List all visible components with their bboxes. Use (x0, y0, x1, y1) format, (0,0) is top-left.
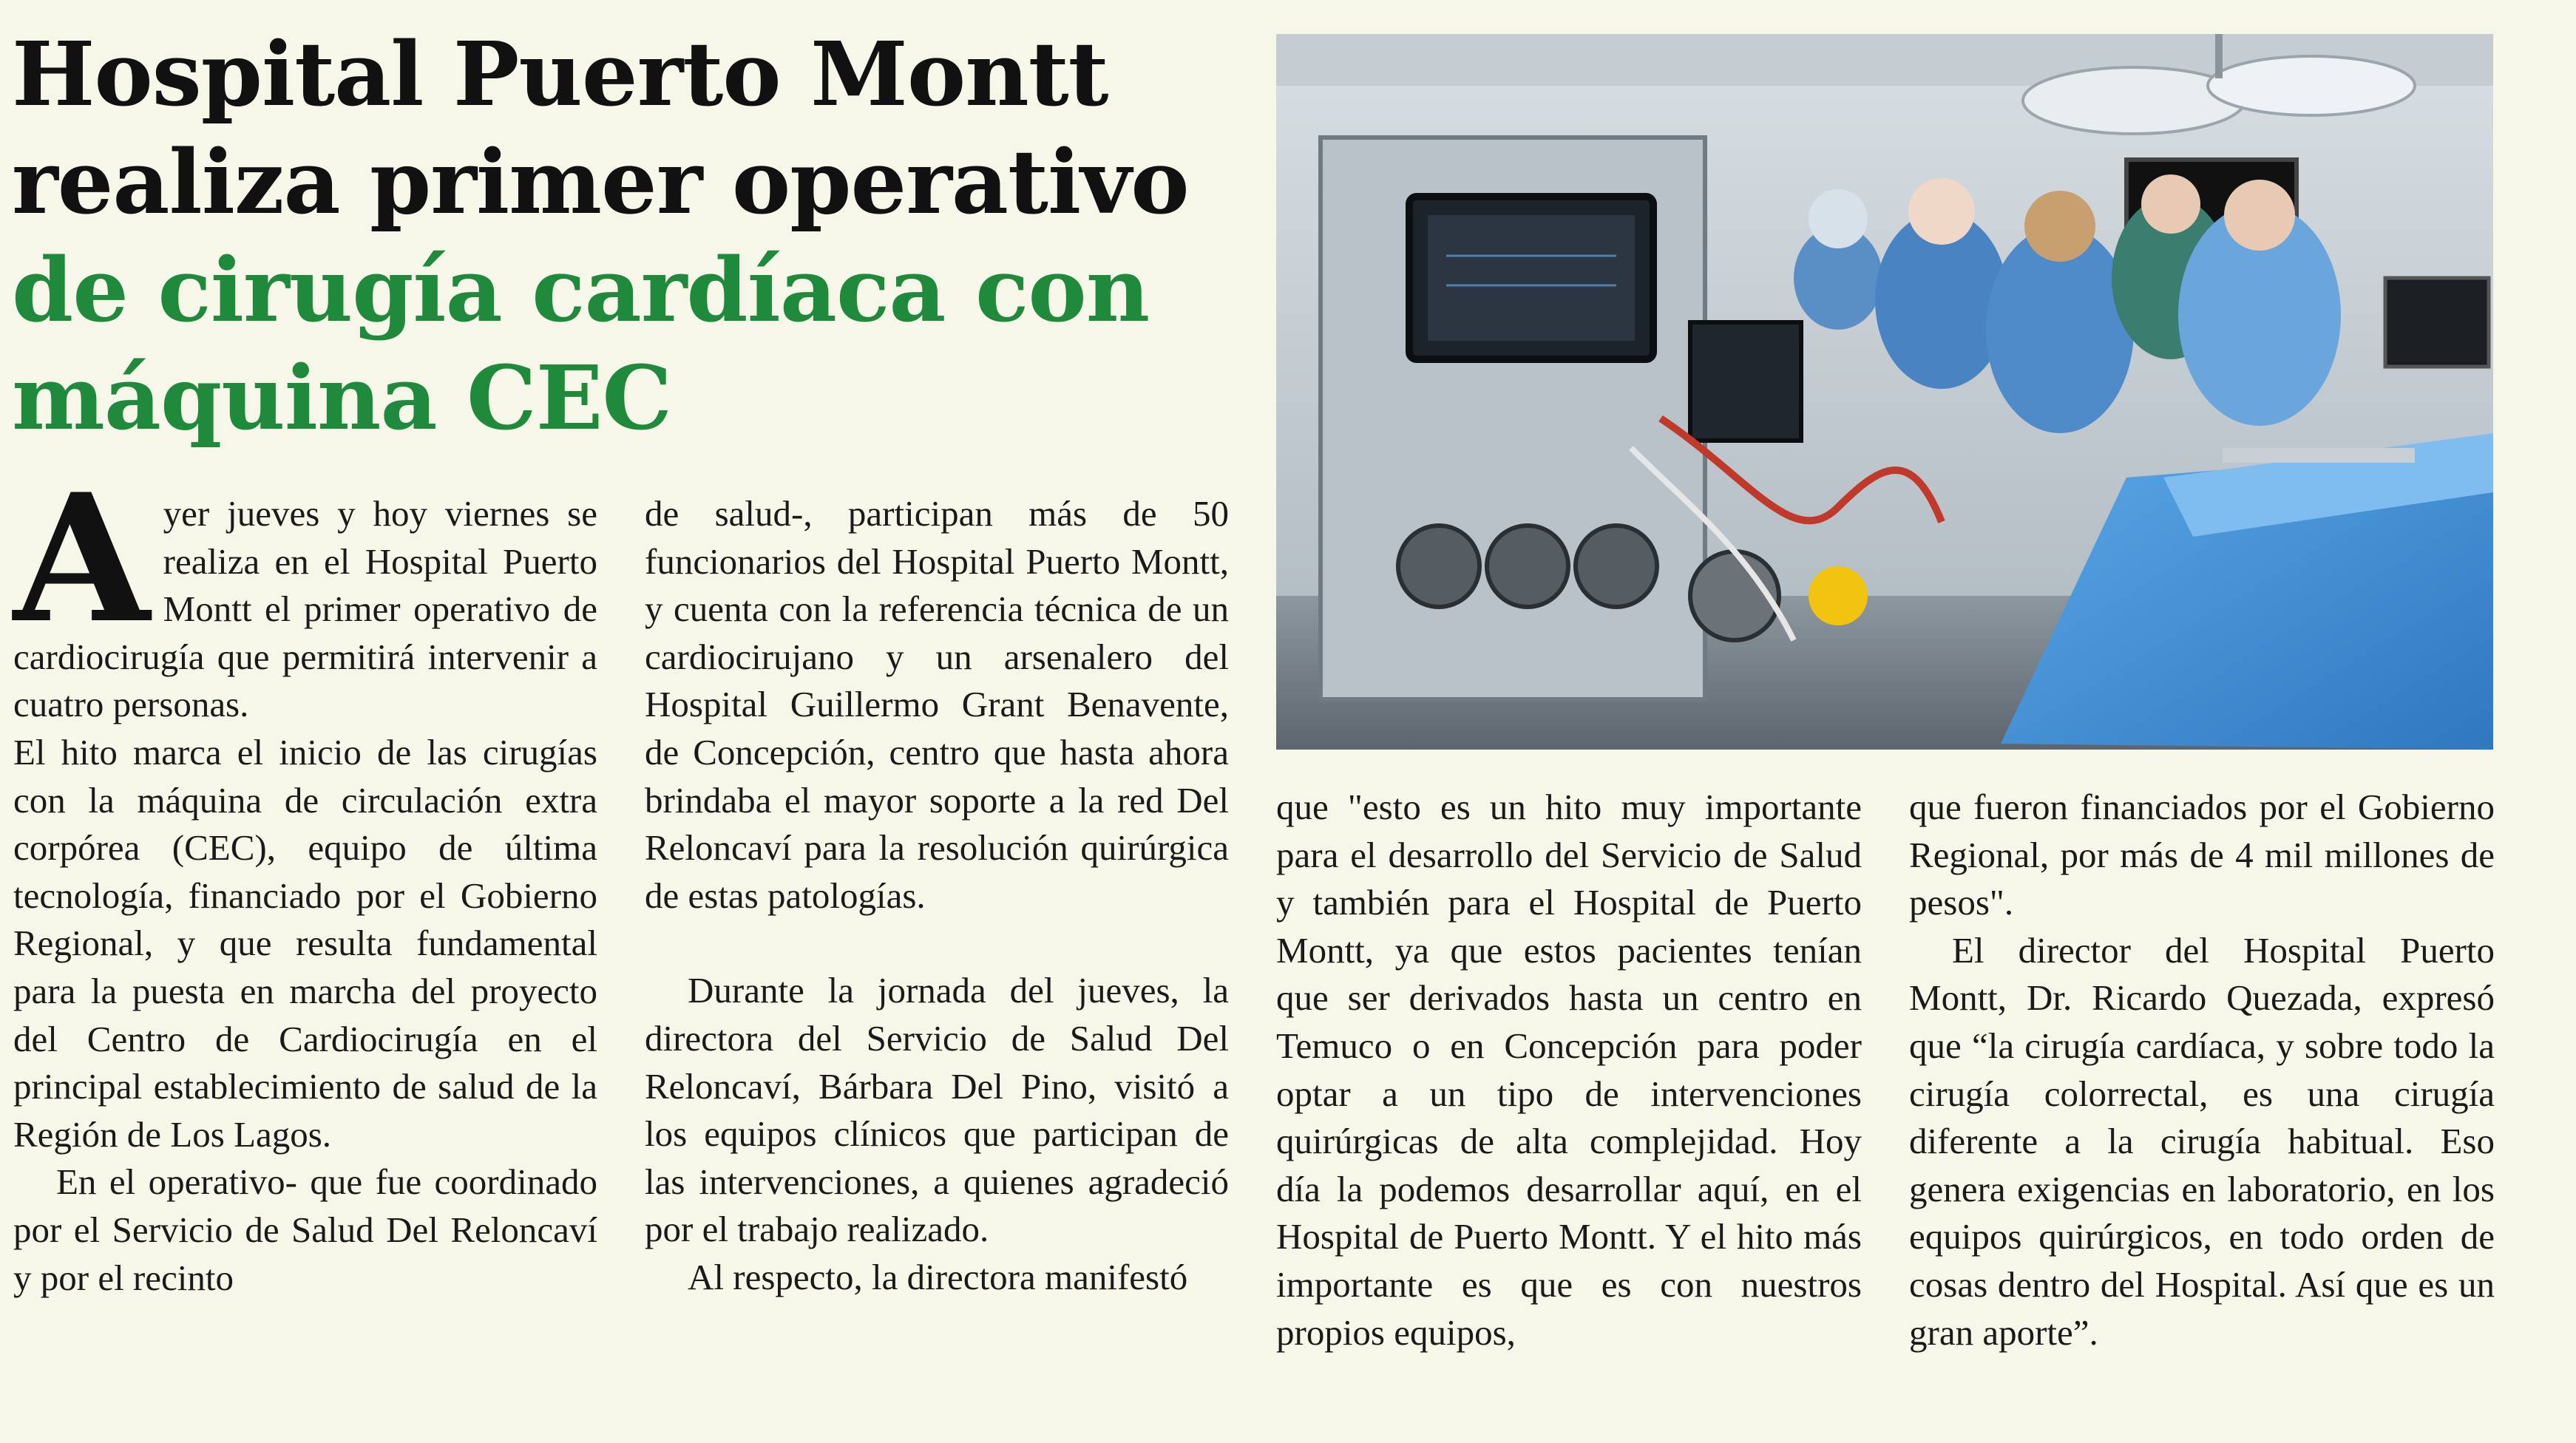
drop-cap: A (13, 456, 150, 662)
headline-line-2: realiza primer operativo (12, 131, 1189, 234)
lead-paragraph-text: yer jueves y hoy viernes se realiza en el Hospital Puerto Montt el primer operativo de cardiocirugía que permitirá intervenir a cuatro personas. (13, 493, 597, 725)
article-paragraph: de salud-, participan más de 50 funcionarios del Hospital Puerto Montt, y cuenta con la referencia técnica de un cardiocirujano y un arsenalero del Hospital Guillermo Grant Benavente, de Concepción, centro que hasta ahora brindaba el mayor soporte a la red Del Reloncaví para la resolución quirúrgica de estas patologías. (645, 493, 1229, 916)
headline-line-1: Hospital Puerto Montt (12, 23, 1108, 126)
operating-room-photo (1276, 34, 2493, 750)
article-column-4 (1909, 784, 2495, 1357)
article-paragraph: En el operativo- que fue coordinado por el Servicio de Salud Del Reloncaví y por el recinto (13, 1161, 597, 1298)
article-paragraph: El hito marca el inicio de las cirugías con la máquina de circulación extra corpórea (CEC), equipo de última tecnología, financiado por el Gobierno Regional, y que resulta fundamental para la puesta en marcha del proyecto del Centro de Cardiocirugía en el principal establecimiento de salud de la Región de Los Lagos. (13, 731, 597, 1155)
article-paragraph: El director del Hospital Puerto Montt, Dr. Ricardo Quezada, expresó que “la cirugía cardíaca, y sobre todo la cirugía colorrectal, es una cirugía diferente a la cirugía habitual. Eso genera exigencias en laboratorio, en los equipos quirúrgicos, en todo orden de cosas dentro del Hospital. Así que es un gran aporte”. (1909, 929, 2495, 1353)
operating-room-illustration (1276, 34, 2493, 750)
article-paragraph: Al respecto, la directora manifestó (688, 1256, 1188, 1297)
article-column-1 (13, 456, 597, 1302)
article-paragraph: Durante la jornada del jueves, la directora del Servicio de Salud Del Reloncaví, Bárbara Del Pino, visitó a los equipos clínicos que participan de las intervenciones, a quienes agradeció por el trabajo realizado. (645, 970, 1229, 1250)
headline-line-3: de cirugía cardíaca con (12, 239, 1150, 342)
article-headline (12, 21, 1239, 452)
article-paragraph: que fueron financiados por el Gobierno Regional, por más de 4 mil millones de pesos". (1909, 787, 2495, 923)
article-paragraph (13, 456, 597, 729)
headline-line-4: máquina CEC (12, 347, 672, 450)
article-column-2 (645, 490, 1229, 1302)
article-column-3 (1276, 784, 1862, 1357)
article-paragraph: que "esto es un hito muy importante para el desarrollo del Servicio de Salud y también para el Hospital de Puerto Montt, ya que estos pacientes tenían que ser derivados hasta un centro en Temuco o en Concepción para poder optar a un tipo de intervenciones quirúrgicas de alta complejidad. Hoy día la podemos desarrollar aquí, en el Hospital de Puerto Montt. Y el hito más importante es que es con nuestros propios equipos, (1276, 787, 1862, 1353)
